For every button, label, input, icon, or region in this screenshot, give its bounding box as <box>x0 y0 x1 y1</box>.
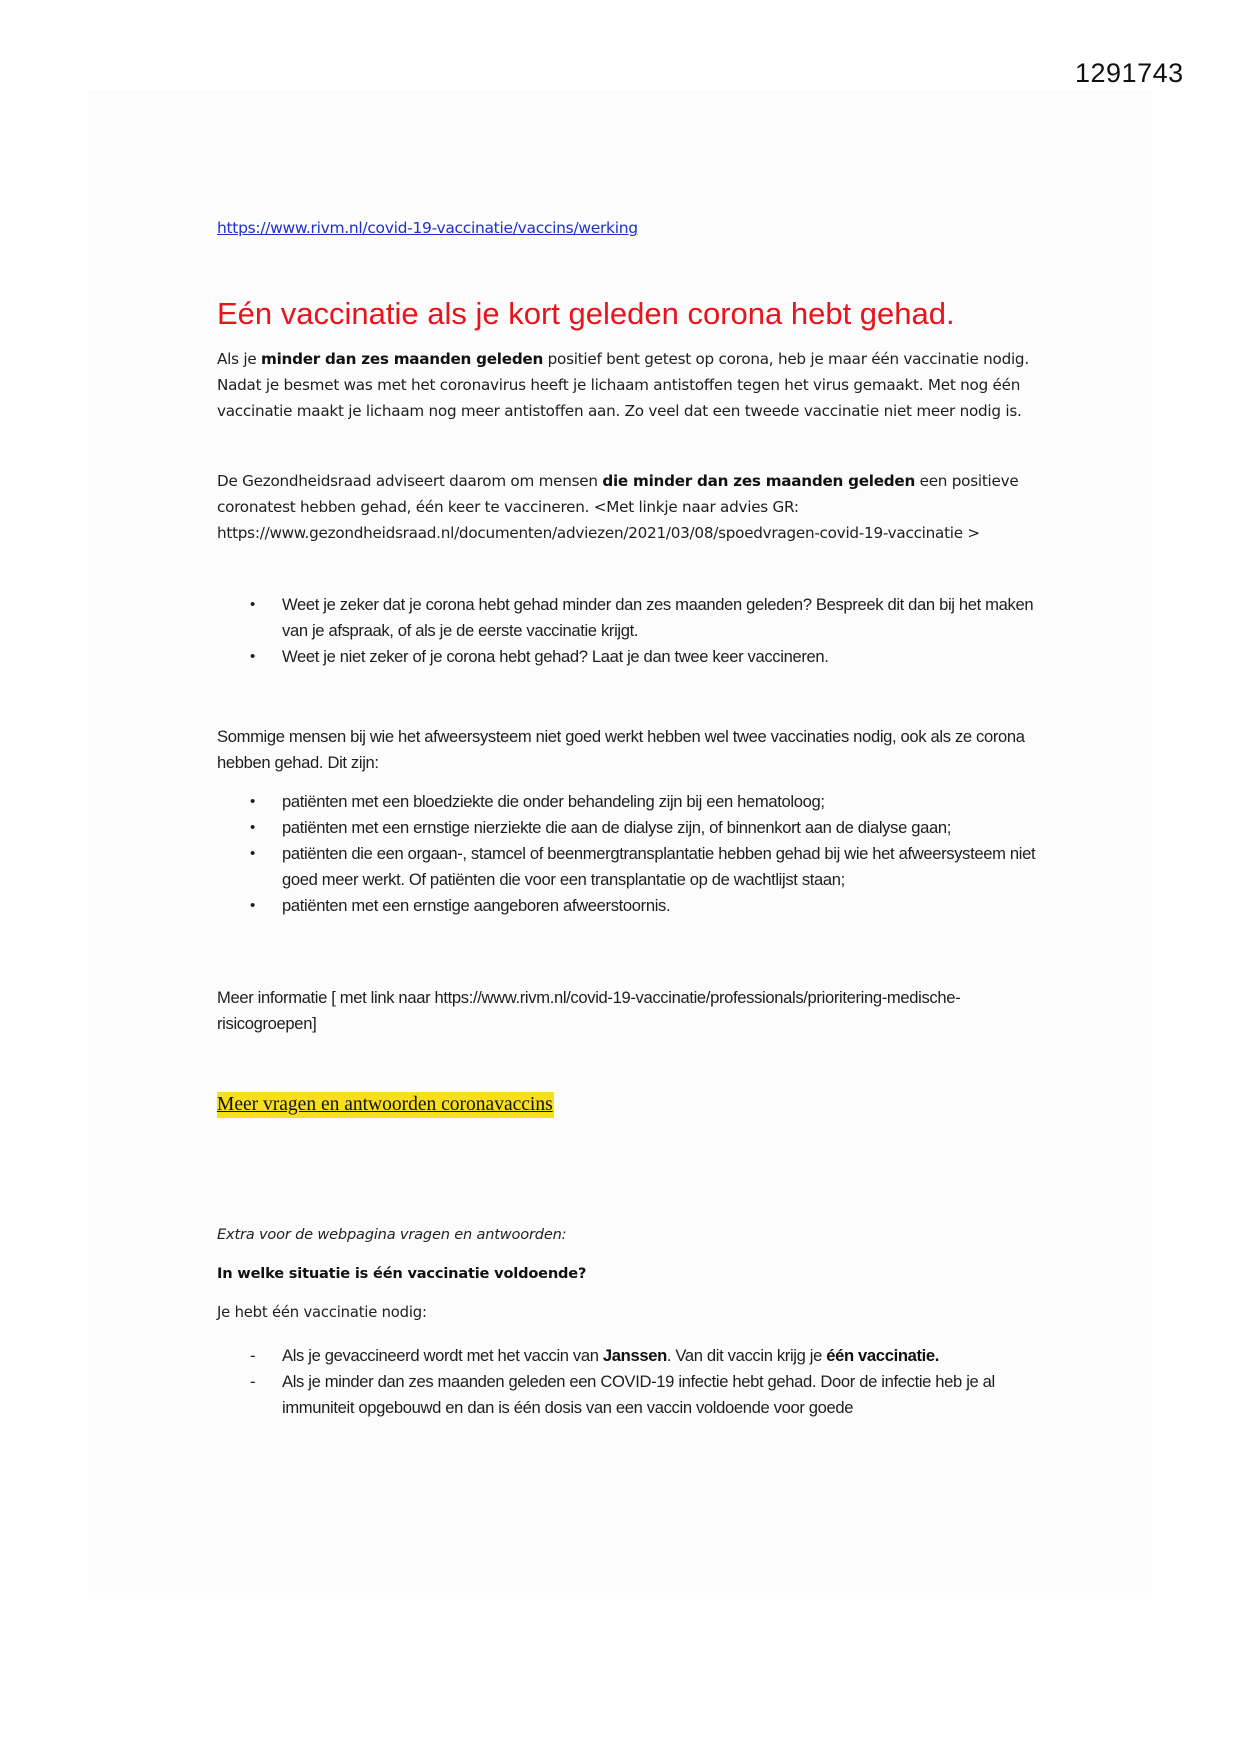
bullet-icon: • <box>250 819 255 836</box>
intro-paragraph-2 <box>217 468 1037 546</box>
bullet-icon: • <box>250 845 255 862</box>
faq-link[interactable]: Meer vragen en antwoorden coronavaccins <box>217 1092 554 1118</box>
intro-p1-start: Als je <box>217 350 261 368</box>
list-item <box>217 644 1037 670</box>
list-item-bold: één vaccinatie. <box>826 1346 940 1365</box>
bullet-icon: • <box>250 596 255 613</box>
list-item-text: patiënten met een bloedziekte die onder behandeling zijn bij een hematoloog; <box>282 792 825 811</box>
list-item-text: Als je minder dan zes maanden geleden een COVID-19 infectie hebt gehad. Door de infectie heb je al immuniteit opgebouwd en dan is één dosis van een vaccin voldoende voor goede <box>282 1372 995 1417</box>
intro-p2-start: De Gezondheidsraad adviseert daarom om mensen <box>217 472 603 490</box>
list-item <box>217 815 1037 841</box>
list-item <box>217 592 1037 644</box>
faq-question: In welke situatie is één vaccinatie voldoende? <box>217 1265 587 1282</box>
list-item <box>217 1369 1037 1421</box>
dash-bullet-icon: - <box>250 1346 256 1365</box>
list-item-text: Weet je zeker dat je corona hebt gehad minder dan zes maanden geleden? Bespreek dit dan bij het maken van je afspraak, of als je de eerste vaccinatie krijgt. <box>282 595 1034 640</box>
extra-note: Extra voor de webpagina vragen en antwoorden: <box>217 1226 567 1243</box>
list-item-text: Als je gevaccineerd wordt met het vaccin van <box>282 1346 603 1365</box>
list-item <box>217 893 1037 919</box>
list-item <box>217 789 1037 815</box>
advice-bullet-list <box>217 592 1037 670</box>
dash-bullet-icon: - <box>250 1372 256 1391</box>
intro-p1-bold: minder dan zes maanden geleden <box>261 350 544 368</box>
list-item-text: patiënten met een ernstige aangeboren afweerstoornis. <box>282 896 671 915</box>
bullet-icon: • <box>250 897 255 914</box>
intro-p2-bold: die minder dan zes maanden geleden <box>602 472 916 490</box>
page-title: Eén vaccinatie als je kort geleden corona hebt gehad. <box>217 296 955 331</box>
list-item <box>217 841 1037 893</box>
list-item-text: patiënten die een orgaan-, stamcel of beenmergtransplantatie hebben gehad bij wie het afweersysteem niet goed meer werkt. Of patiënten die voor een transplantatie op de wachtlijst staan; <box>282 844 1036 889</box>
list-item-text: Weet je niet zeker of je corona hebt gehad? Laat je dan twee keer vaccineren. <box>282 647 829 666</box>
source-url-link[interactable]: https://www.rivm.nl/covid-19-vaccinatie/vaccins/werking <box>217 219 638 237</box>
exceptions-intro: Sommige mensen bij wie het afweersysteem niet goed werkt hebben wel twee vaccinaties nodig, ook als ze corona hebben gehad. Dit zijn: <box>217 727 1025 772</box>
faq-answer-intro: Je hebt één vaccinatie nodig: <box>217 1304 427 1321</box>
list-item-text: patiënten met een ernstige nierziekte die aan de dialyse zijn, of binnenkort aan de dialyse gaan; <box>282 818 951 837</box>
list-item <box>217 1343 1037 1369</box>
intro-paragraph-1 <box>217 346 1037 424</box>
document-id-number: 1291743 <box>1075 58 1184 88</box>
list-item-text: . Van dit vaccin krijg je <box>666 1346 827 1365</box>
faq-answer-list <box>217 1343 1037 1421</box>
bullet-icon: • <box>250 793 255 810</box>
intro-p2-rest: een positieve coronatest hebben gehad, één keer te vaccineren. <Met linkje naar advies GR: https://www.gezondheidsraad.nl/documenten/adviezen/2021/03/08/spoedvragen-covid-19-vaccinatie > <box>217 472 1019 542</box>
intro-p1-rest: positief bent getest op corona, heb je maar één vaccinatie nodig. Nadat je besmet was met het coronavirus heeft je lichaam antistoffen tegen het virus gemaakt. Met nog één vaccinatie maakt je lichaam nog meer antistoffen aan. Zo veel dat een tweede vaccinatie niet meer nodig is. <box>217 350 1029 420</box>
exceptions-bullet-list <box>217 789 1037 919</box>
bullet-icon: • <box>250 648 255 665</box>
list-item-bold: Janssen <box>602 1346 667 1365</box>
more-info-paragraph: Meer informatie [ met link naar https://www.rivm.nl/covid-19-vaccinatie/professionals/prioritering-medische-risicogroepen] <box>217 988 961 1033</box>
